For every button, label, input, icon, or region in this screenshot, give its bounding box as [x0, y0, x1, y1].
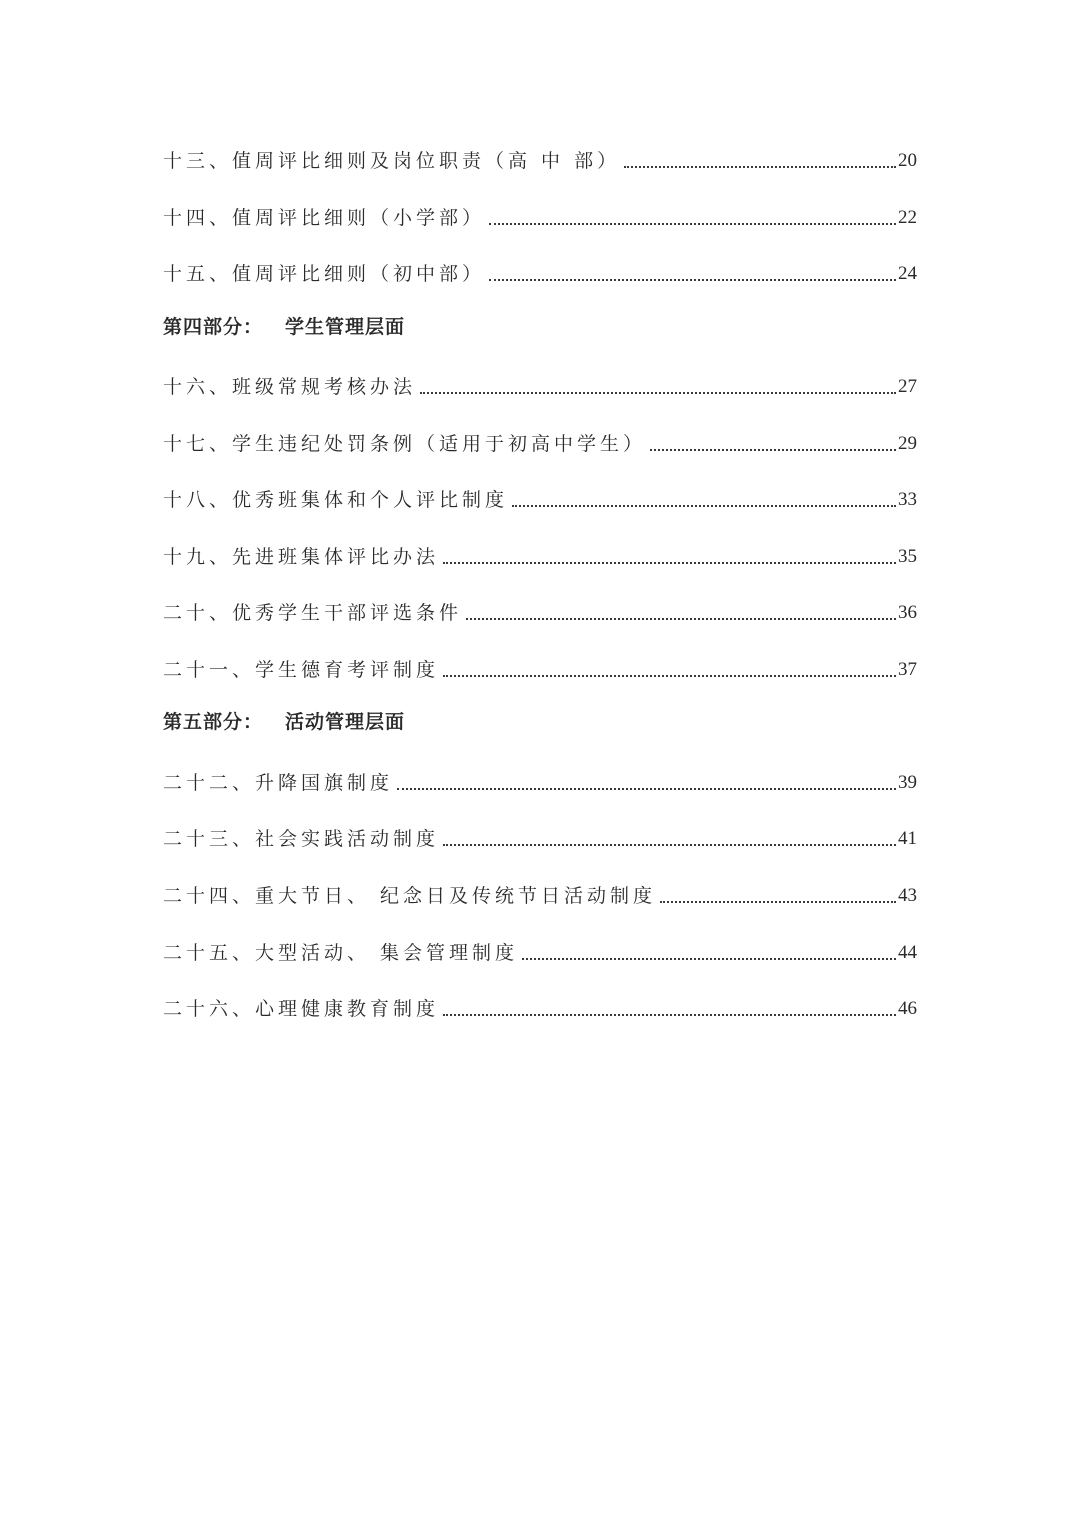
toc-entry-title: 二十一、学生德育考评制度: [163, 659, 440, 681]
toc-page-number: 22: [898, 207, 917, 228]
toc-dot-leader: [397, 788, 896, 790]
toc-dot-leader: [512, 505, 896, 507]
toc-page-number: 20: [898, 150, 917, 171]
toc-entry-title: 十七、学生违纪处罚条例（适用于初高中学生）: [163, 433, 647, 455]
toc-page-number: 37: [898, 659, 917, 680]
toc-entry[interactable]: [163, 260, 917, 288]
toc-entry[interactable]: [163, 486, 917, 514]
toc-dot-leader: [420, 392, 896, 394]
toc-entry-title: 二十二、升降国旗制度: [163, 772, 394, 794]
toc-dot-leader: [660, 901, 896, 903]
toc-entry-title: 十四、值周评比细则（小学部）: [163, 207, 486, 229]
toc-page-number: 35: [898, 546, 917, 567]
toc-entry[interactable]: [163, 430, 917, 458]
toc-entry[interactable]: [163, 543, 917, 571]
toc-page-number: 41: [898, 828, 917, 849]
toc-entry-title: 二十五、大型活动、 集会管理制度: [163, 942, 519, 964]
toc-page-number: 36: [898, 602, 917, 623]
toc-entry[interactable]: [163, 825, 917, 853]
toc-entry-title: 二十三、社会实践活动制度: [163, 828, 440, 850]
toc-page-number: 46: [898, 998, 917, 1019]
section-label: 第四部分：: [163, 316, 264, 338]
toc-entry-title: 二十四、重大节日、 纪念日及传统节日活动制度: [163, 885, 657, 907]
toc-entry[interactable]: [163, 882, 917, 910]
toc-dot-leader: [443, 1014, 896, 1016]
toc-page-number: 29: [898, 433, 917, 454]
section-name: 学生管理层面: [285, 316, 406, 338]
toc-dot-leader: [443, 844, 896, 846]
toc-dot-leader: [522, 958, 896, 960]
toc-page-number: 39: [898, 772, 917, 793]
toc-entry-title: 十五、值周评比细则（初中部）: [163, 263, 486, 285]
toc-entry[interactable]: [163, 656, 917, 684]
toc-dot-leader: [466, 618, 896, 620]
toc-dot-leader: [489, 223, 896, 225]
toc-dot-leader: [443, 562, 896, 564]
toc-entry[interactable]: [163, 995, 917, 1023]
toc-entry-title: 二十六、心理健康教育制度: [163, 998, 440, 1020]
section-heading-part5[interactable]: [163, 708, 405, 736]
toc-dot-leader: [650, 449, 896, 451]
section-name: 活动管理层面: [285, 711, 406, 733]
toc-dot-leader: [624, 166, 896, 168]
toc-entry-title: 十三、值周评比细则及岗位职责（高 中 部）: [163, 150, 621, 172]
toc-entry[interactable]: [163, 769, 917, 797]
toc-entry[interactable]: [163, 204, 917, 232]
toc-entry[interactable]: [163, 373, 917, 401]
toc-entry[interactable]: [163, 599, 917, 627]
toc-page-number: 24: [898, 263, 917, 284]
toc-page-number: 27: [898, 376, 917, 397]
toc-entry-title: 十九、先进班集体评比办法: [163, 546, 440, 568]
toc-entry-title: 二十、优秀学生干部评选条件: [163, 602, 463, 624]
section-label: 第五部分：: [163, 711, 264, 733]
toc-page-number: 33: [898, 489, 917, 510]
toc-entry-title: 十六、班级常规考核办法: [163, 376, 417, 398]
toc-dot-leader: [489, 279, 896, 281]
toc-entry-title: 十八、优秀班集体和个人评比制度: [163, 489, 509, 511]
toc-page-number: 44: [898, 942, 917, 963]
toc-page-number: 43: [898, 885, 917, 906]
toc-entry[interactable]: [163, 147, 917, 175]
toc-dot-leader: [443, 675, 896, 677]
toc-entry[interactable]: [163, 939, 917, 967]
section-heading-part4[interactable]: [163, 313, 405, 341]
